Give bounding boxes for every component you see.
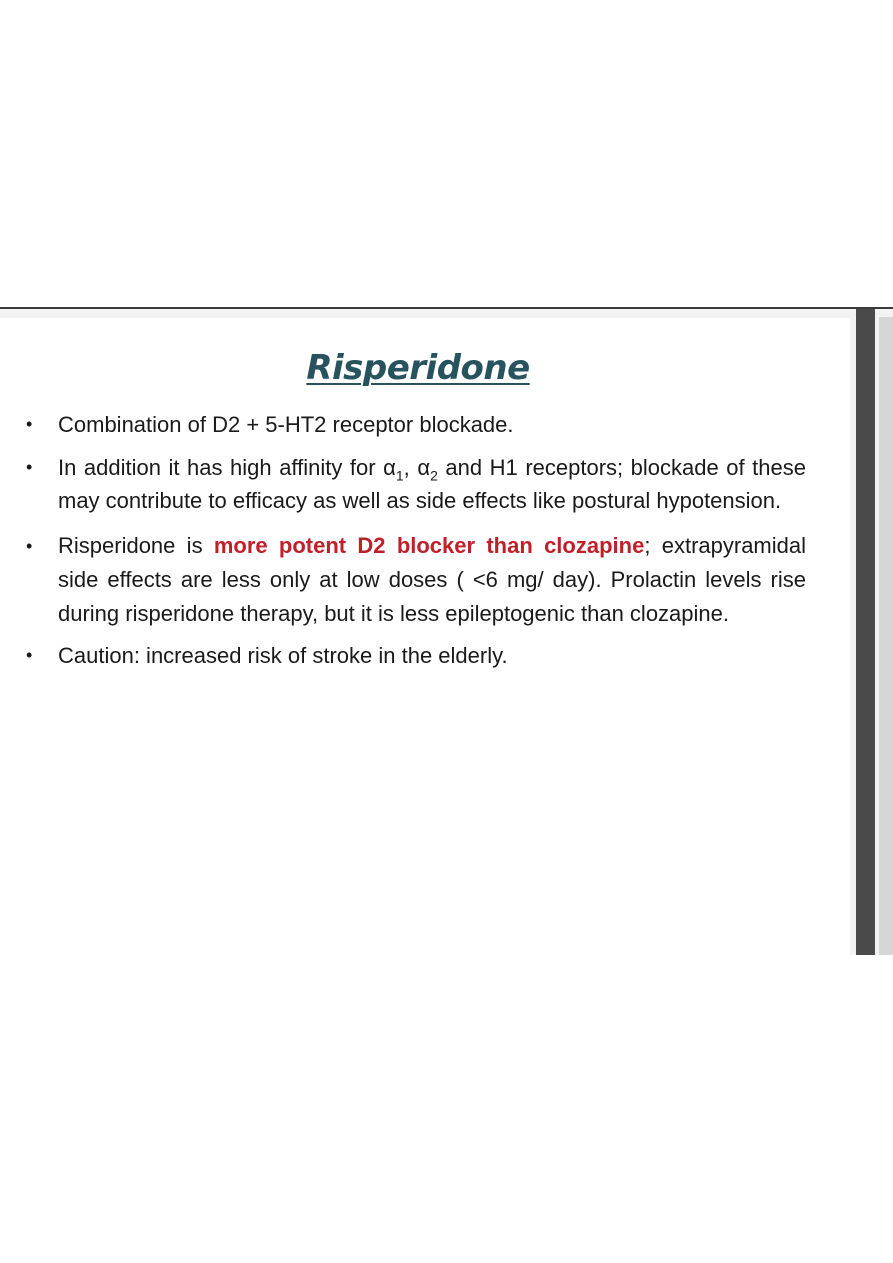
bullet-text: Combination of D2 + 5-HT2 receptor blockade. [58,412,514,437]
slide-frame [0,307,893,955]
highlighted-text: more potent D2 blocker than clozapine [213,533,645,558]
slide [0,318,850,957]
slide-edge-light [879,317,893,955]
bullet-item [24,639,806,672]
slide-edge-dark [856,309,875,955]
bullet-item [24,408,806,441]
bullet-item [24,451,806,517]
bullet-text: In addition it has high affinity for α [58,455,396,480]
bullet-text: Caution: increased risk of stroke in the elderly. [58,643,508,668]
bullet-dot: • [26,414,33,434]
slide-title: Risperidone [306,348,530,388]
subscript: 2 [430,467,438,484]
subscript: 1 [395,467,404,484]
bullet-item [24,529,806,631]
bullet-dot: • [26,645,33,665]
bullet-text: , α [403,455,431,480]
bullet-text: Risperidone is [58,533,214,558]
bullet-dot: • [26,457,33,477]
bullet-text: ; extrapyramidal side effects are less only at low doses ( <6 mg/ day). Prolactin levels rise during risperidone therapy, but it is less epileptogenic than clozapine. [58,533,806,626]
bullet-dot: • [26,536,33,556]
bullet-text: and H1 receptors; blockade of these may contribute to efficacy as well as side effects like postural hypotension. [58,455,807,513]
bullet-list [24,408,806,680]
